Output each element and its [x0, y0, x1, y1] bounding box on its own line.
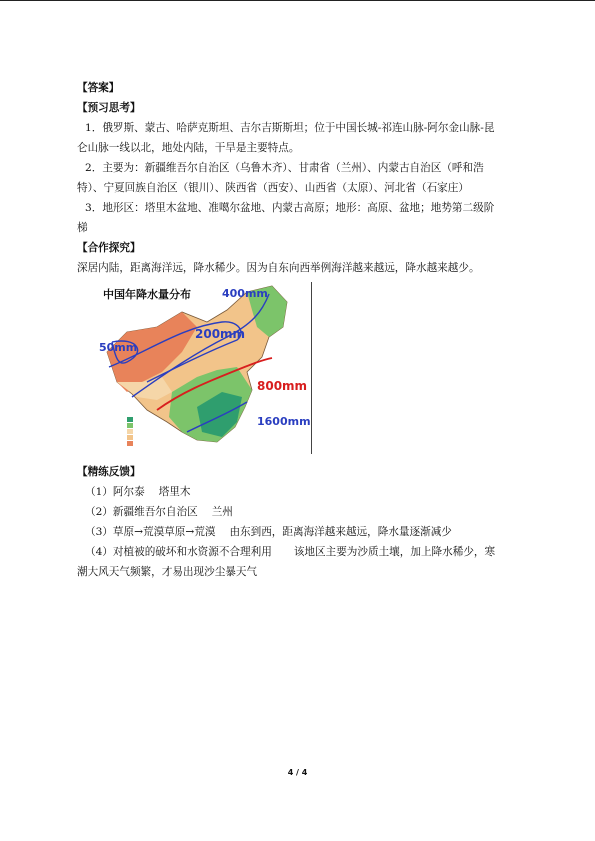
- feedback-q1: [77, 482, 545, 502]
- preview-item-1-line-2: 仑山脉一线以北，地处内陆，干旱是主要特点。: [77, 142, 300, 154]
- feedback-q2-a: （2）新疆维吾尔自治区: [85, 506, 198, 518]
- feedback-q4-line-2: 潮大风天气频繁，才易出现沙尘暴天气: [77, 566, 258, 578]
- feedback-q1-b: 塔里木: [158, 486, 191, 498]
- feedback-q4-a: （4）对植被的破坏和水资源不合理利用: [85, 546, 272, 558]
- feedback-q4-b: 该地区主要为沙质土壤，加上降水稀少，寒: [293, 546, 496, 558]
- label-50mm: 50mm: [99, 341, 138, 354]
- label-800mm: 800mm: [257, 379, 308, 393]
- legend-swatch-3: [127, 429, 133, 434]
- answer-section: [77, 78, 545, 582]
- explore-text: 深居内陆，距离海洋远，降水稀少。因为自东向西举例海洋越来越远，降水越来越少。: [77, 262, 480, 274]
- feedback-heading: 【精练反馈】: [77, 466, 141, 478]
- preview-item-1-line-1: 1．俄罗斯、蒙古、哈萨克斯坦、吉尔吉斯斯坦；位于中国长城-祁连山脉-阿尔金山脉-昆: [85, 122, 495, 134]
- answer-heading: 【答案】: [77, 82, 120, 94]
- map-title: 中国年降水量分布: [103, 288, 191, 301]
- legend-swatch-5: [127, 441, 133, 446]
- page-number: 4 / 4: [287, 768, 308, 777]
- feedback-q3: [77, 522, 545, 542]
- precipitation-map-figure: [87, 282, 312, 454]
- preview-item-2-line-2: 特）、宁夏回族自治区（银川）、陕西省（西安）、山西省（太原）、河北省（石家庄）: [77, 182, 469, 194]
- feedback-q2: [77, 502, 545, 522]
- feedback-q1-a: （1）阿尔泰: [85, 486, 145, 498]
- legend-swatch-2: [127, 423, 133, 428]
- preview-heading: 【预习思考】: [77, 102, 141, 114]
- feedback-q3-b: 由东到西，距离海洋越来越远，降水量逐渐减少: [229, 526, 452, 538]
- preview-item-3-line-2: 梯: [77, 222, 88, 234]
- label-200mm: 200mm: [195, 327, 246, 341]
- explore-heading: 【合作探究】: [77, 242, 141, 254]
- feedback-q3-a: （3）草原→荒漠草原→荒漠: [85, 526, 216, 538]
- top-rule: [0, 0, 595, 1]
- precipitation-map: [87, 282, 312, 454]
- legend-swatch-1: [127, 417, 133, 422]
- preview-item-2-line-1: 2．主要为：新疆维吾尔自治区（乌鲁木齐）、甘肃省（兰州）、内蒙古自治区（呼和浩: [85, 162, 484, 174]
- label-1600mm: 1600mm: [257, 415, 311, 428]
- label-400mm: 400mm: [222, 287, 268, 300]
- map-right-border: [311, 282, 312, 454]
- feedback-q4: [77, 542, 545, 562]
- feedback-q2-b: 兰州: [211, 506, 233, 518]
- legend-swatch-4: [127, 435, 133, 440]
- preview-item-3-line-1: 3．地形区：塔里木盆地、准噶尔盆地、内蒙古高原；地形：高原、盆地；地势第二级阶: [85, 202, 495, 214]
